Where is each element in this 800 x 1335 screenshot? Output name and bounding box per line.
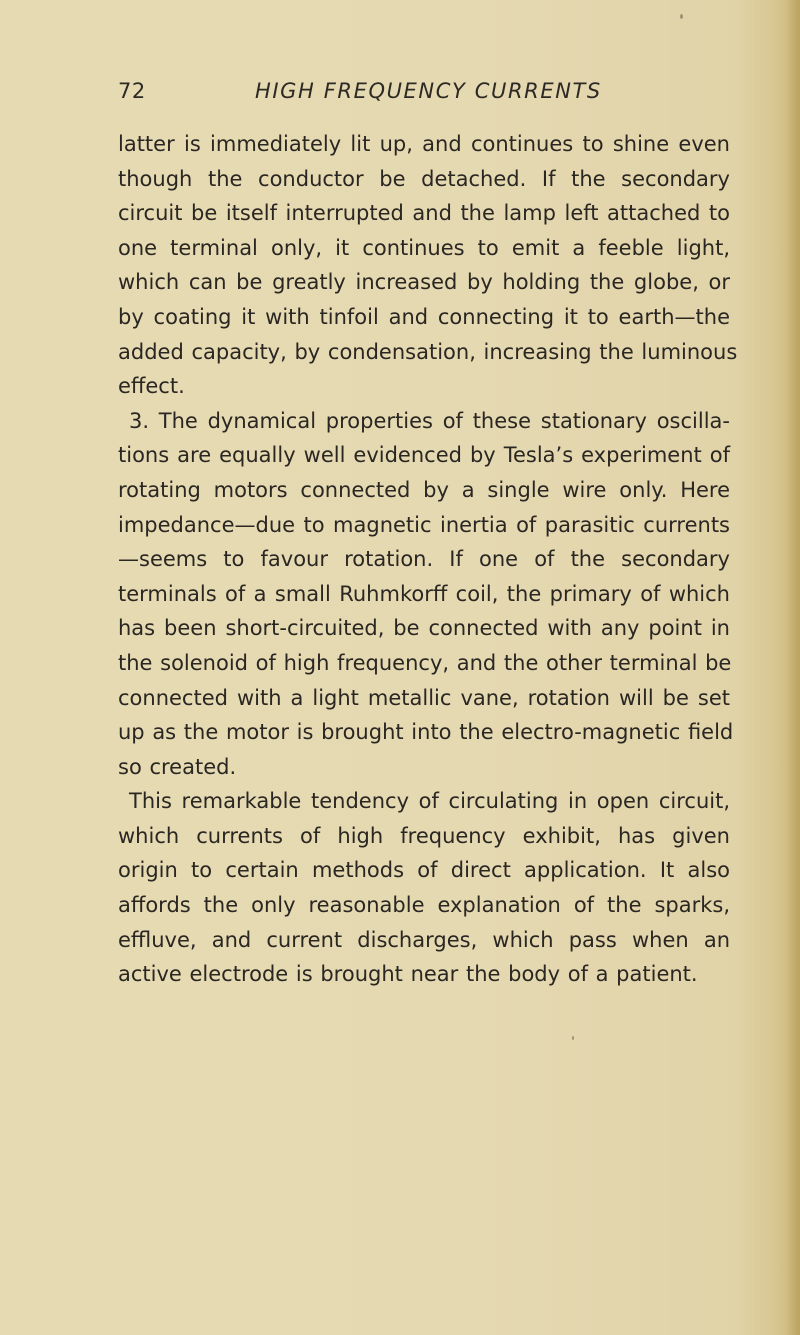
page-number: 72 — [118, 79, 146, 103]
text-line: effect. — [118, 374, 185, 399]
text-line: one terminal only, it continues to emit a feeble light, — [118, 235, 730, 260]
text-line: affords the only reasonable explanation of the sparks, — [118, 893, 730, 918]
text-line: by coating it with tinfoil and connecting it to earth—the — [118, 304, 730, 329]
paragraph — [118, 404, 734, 785]
page-edge-shadow — [786, 0, 800, 1335]
text-line: latter is immediately lit up, and continues to shine even — [118, 132, 730, 156]
text-line: added capacity, by condensation, increasing the luminous — [118, 339, 738, 364]
paragraph — [118, 784, 730, 992]
text-line: though the conductor be detached. If the secondary — [118, 166, 730, 191]
print-speck — [572, 1036, 574, 1040]
text-line: the solenoid of high frequency, and the other terminal be — [118, 650, 732, 675]
text-line: origin to certain methods of direct application. It also — [118, 858, 730, 883]
text-line: effluve, and current discharges, which pass when an — [118, 927, 730, 952]
paragraph — [118, 127, 738, 404]
page-header — [118, 79, 728, 109]
text-line: which currents of high frequency exhibit, has given — [118, 823, 730, 848]
text-line: which can be greatly increased by holding the globe, or — [118, 270, 730, 295]
text-line: up as the motor is brought into the electro-magnetic field — [118, 720, 734, 745]
running-head: HIGH FREQUENCY CURRENTS — [255, 79, 602, 103]
text-line: so created. — [118, 754, 237, 779]
text-line: connected with a light metallic vane, rotation will be set — [118, 685, 730, 710]
text-line: impedance—due to magnetic inertia of parasitic currents — [118, 512, 730, 537]
text-line: active electrode is brought near the body of a patient. — [118, 962, 698, 987]
text-line: terminals of a small Ruhmkorff coil, the primary of which — [118, 581, 730, 606]
text-line: tions are equally well evidenced by Tesla’s experiment of — [118, 443, 730, 468]
text-line: This remarkable tendency of circulating in open circuit, — [129, 789, 730, 814]
text-line: 3. The dynamical properties of these stationary oscilla- — [129, 408, 730, 433]
print-speck — [680, 14, 683, 19]
text-line: circuit be itself interrupted and the lamp left attached to — [118, 201, 730, 226]
text-line: —seems to favour rotation. If one of the secondary — [118, 547, 730, 572]
body-text — [118, 127, 738, 992]
text-line: has been short-circuited, be connected with any point in — [118, 616, 730, 641]
text-line: rotating motors connected by a single wire only. Here — [118, 477, 730, 502]
